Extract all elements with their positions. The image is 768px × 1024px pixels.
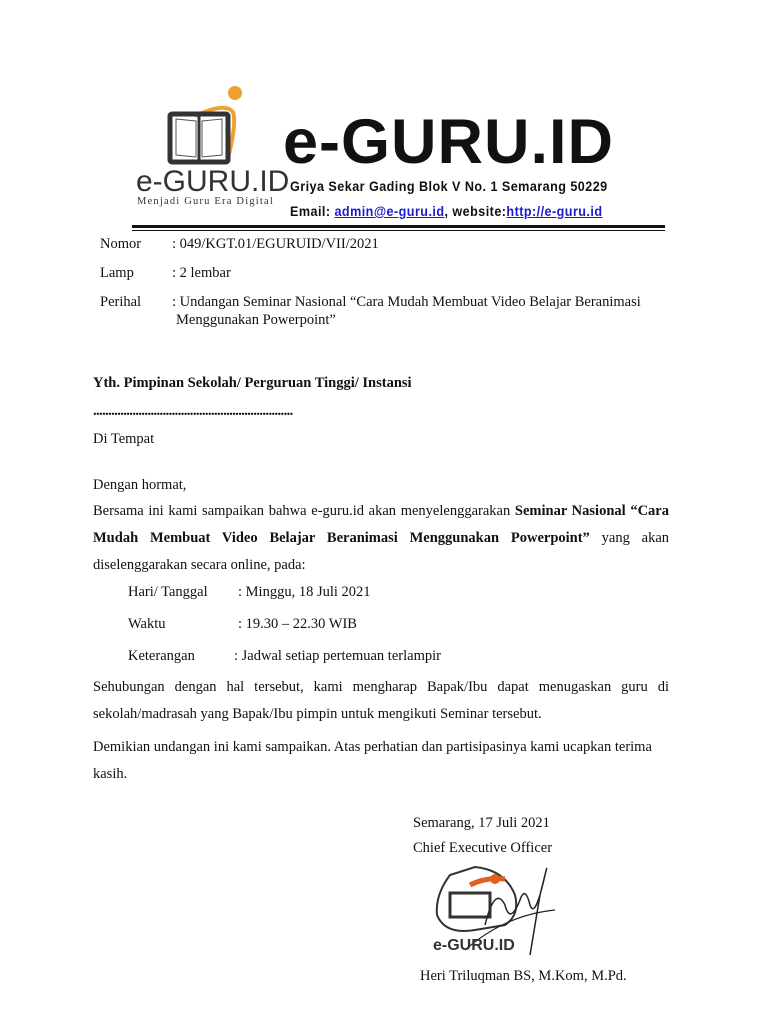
meta-label-lamp: Lamp — [100, 265, 134, 281]
p1-text: Bersama ini kami sampaikan bahwa e-guru.id akan menyelenggarakan — [93, 503, 515, 519]
recipient-dots: .................................................................. — [93, 403, 293, 419]
logo-tagline: Menjadi Guru Era Digital — [137, 196, 274, 207]
letterhead-contact — [290, 203, 603, 219]
meta-value-nomor: : 049/KGT.01/EGURUID/VII/2021 — [172, 236, 379, 252]
signature-stamp-icon — [425, 855, 565, 965]
website-link[interactable]: http://e-guru.id — [506, 203, 603, 219]
letterhead-address: Griya Sekar Gading Blok V No. 1 Semarang 50229 — [290, 178, 608, 194]
recipient-place: Di Tempat — [93, 431, 155, 447]
meta-label-perihal: Perihal — [100, 294, 142, 310]
seminar-title: Seminar Nasional “Cara Mudah Membuat Video Belajar Beranimasi Menggunakan Powerpoint” — [93, 503, 669, 546]
meta-value-perihal: : Undangan Seminar Nasional “Cara Mudah Membuat Video Belajar Beranimasi — [172, 294, 641, 310]
header-divider-thin — [132, 230, 665, 231]
signer-name: Heri Triluqman BS, M.Kom, M.Pd. — [420, 968, 627, 984]
detail-label-note: Keterangan — [128, 648, 195, 664]
detail-label-date: Hari/ Tanggal — [128, 584, 208, 600]
detail-value-time: : 19.30 – 22.30 WIB — [238, 616, 357, 632]
paragraph-invitation — [93, 498, 669, 579]
place-date: Semarang, 17 Juli 2021 — [413, 815, 550, 831]
p1-text-end: yang akan diselenggarakan secara online, pada: — [93, 530, 670, 573]
detail-value-note: : Jadwal setiap pertemuan terlampir — [234, 648, 441, 664]
detail-label-time: Waktu — [128, 616, 166, 632]
email-label: Email: — [290, 203, 335, 219]
meta-value-lamp: : 2 lembar — [172, 265, 231, 281]
website-label: , website: — [444, 203, 507, 219]
detail-value-date: : Minggu, 18 Juli 2021 — [238, 584, 371, 600]
greeting: Dengan hormat, — [93, 477, 187, 493]
logo-text: e-GURU.ID — [136, 165, 290, 198]
recipient: Yth. Pimpinan Sekolah/ Perguruan Tinggi/ Instansi — [93, 375, 412, 391]
stamp-text: e-GURU.ID — [433, 937, 515, 954]
book-logo-icon — [165, 84, 255, 169]
meta-label-nomor: Nomor — [100, 236, 142, 252]
header-divider — [132, 225, 665, 228]
meta-value-perihal-cont: Menggunakan Powerpoint” — [176, 312, 336, 328]
email-link[interactable]: admin@e-guru.id — [334, 203, 445, 219]
signer-position: Chief Executive Officer — [413, 840, 553, 856]
paragraph-request: Sehubungan dengan hal tersebut, kami mengharap Bapak/Ibu dapat menugaskan guru di sekolah/madrasah yang Bapak/Ibu pimpin untuk mengikuti Seminar tersebut. — [93, 679, 669, 722]
letterhead-title: e-GURU.ID — [283, 107, 615, 177]
paragraph-closing: Demikian undangan ini kami sampaikan. Atas perhatian dan partisipasinya kami ucapkan terima kasih. — [93, 739, 652, 782]
